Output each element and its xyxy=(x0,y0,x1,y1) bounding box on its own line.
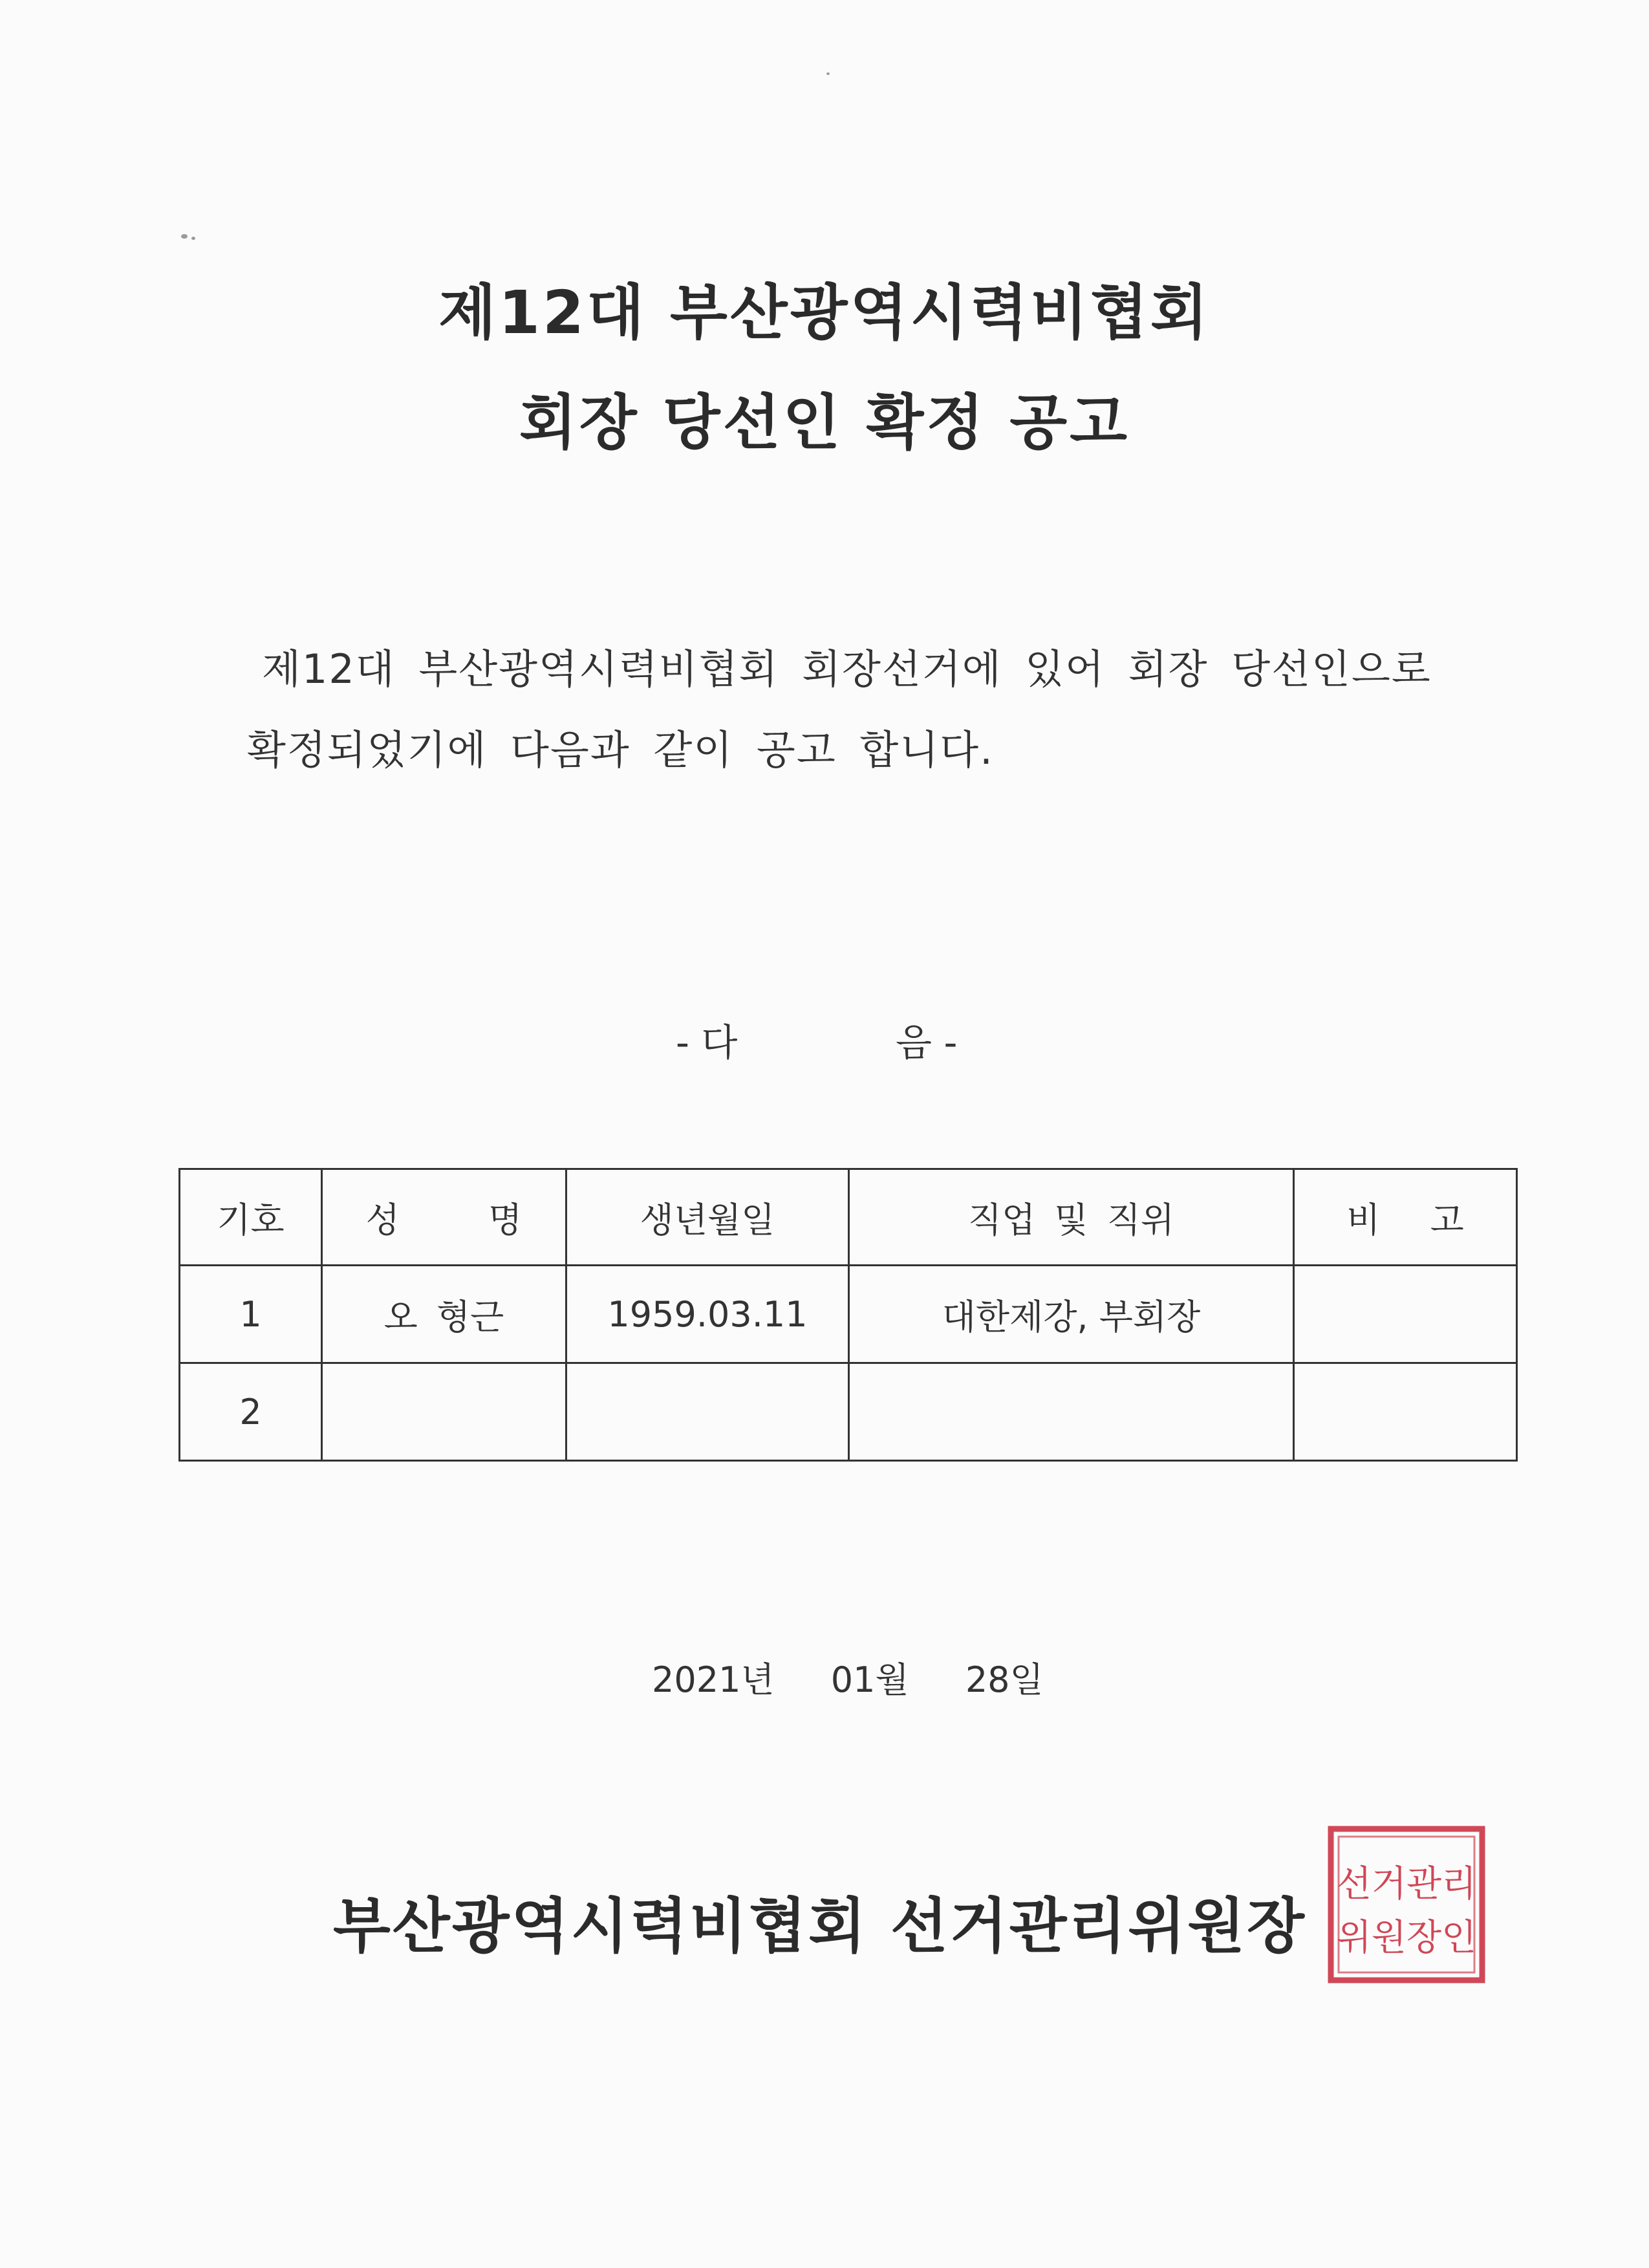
paper-speck xyxy=(826,72,830,75)
following-marker-right: 음 - xyxy=(896,1021,958,1064)
seal-text-line-1: 선거관리 xyxy=(1336,1863,1477,1905)
cell-birthdate xyxy=(566,1363,849,1461)
official-seal-stamp xyxy=(1326,1824,1487,1985)
notice-body-line-2: 확정되었기에 다음과 같이 공고 합니다. xyxy=(247,726,994,773)
header-remarks: 비 고 xyxy=(1294,1169,1517,1266)
header-name: 성 명 xyxy=(322,1169,566,1266)
date-year: 2021년 xyxy=(652,1659,775,1700)
notice-date xyxy=(652,1652,1044,1702)
following-marker-left: - 다 xyxy=(676,1021,738,1064)
cell-occupation: 대한제강, 부회장 xyxy=(849,1266,1294,1363)
notice-title-line-1: 제12대 부산광역시력비협회 xyxy=(438,278,1211,347)
date-month: 01월 xyxy=(830,1659,909,1700)
signatory-title: 부산광역시력비협회 선거관리위원장 xyxy=(333,1892,1306,1961)
cell-name xyxy=(322,1363,566,1461)
cell-number: 2 xyxy=(180,1363,322,1461)
cell-name: 오 형근 xyxy=(322,1266,566,1363)
date-day: 28일 xyxy=(965,1659,1044,1700)
cell-number: 1 xyxy=(180,1266,322,1363)
candidate-table xyxy=(178,1168,1518,1462)
cell-birthdate: 1959.03.11 xyxy=(566,1266,849,1363)
notice-body-line-1: 제12대 부산광역시력비협회 회장선거에 있어 회장 당선인으로 xyxy=(262,645,1432,693)
table-row xyxy=(180,1266,1517,1363)
table-row xyxy=(180,1363,1517,1461)
cell-remarks xyxy=(1294,1266,1517,1363)
cell-remarks xyxy=(1294,1363,1517,1461)
header-birthdate: 생년월일 xyxy=(566,1169,849,1266)
notice-title-line-2: 회장 당선인 확정 공고 xyxy=(519,388,1130,457)
header-number: 기호 xyxy=(180,1169,322,1266)
seal-text-line-2: 위원장인 xyxy=(1336,1917,1477,1959)
cell-occupation xyxy=(849,1363,1294,1461)
paper-speck xyxy=(191,237,195,240)
table-header-row xyxy=(180,1169,1517,1266)
header-occupation: 직업 및 직위 xyxy=(849,1169,1294,1266)
paper-speck xyxy=(181,234,188,239)
